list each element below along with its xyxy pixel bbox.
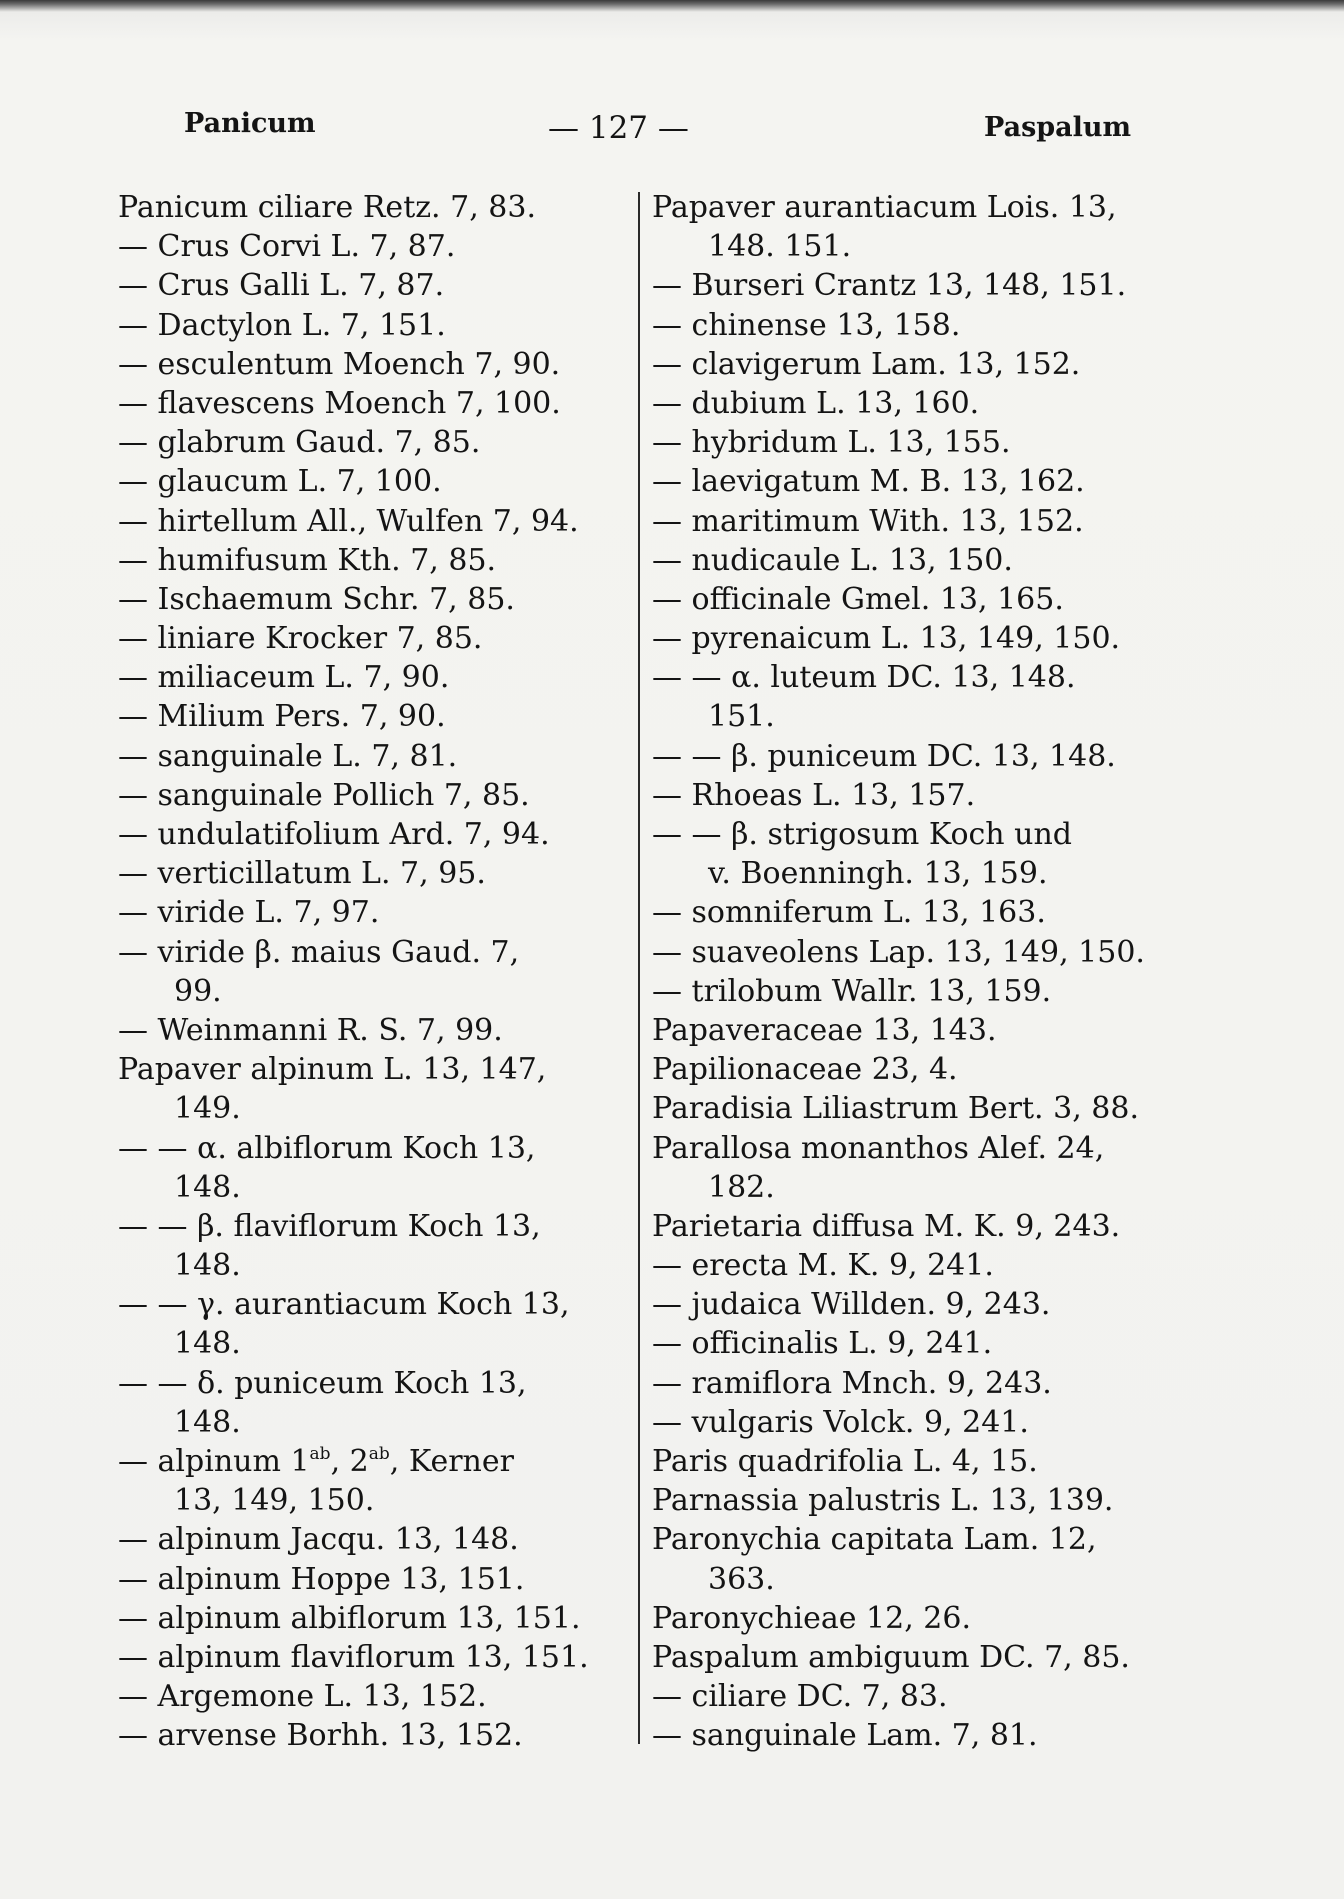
index-line: 151. <box>708 699 775 735</box>
index-line: Panicum ciliare Retz. 7, 83. <box>118 190 536 225</box>
index-line: 13, 149, 150. <box>174 1483 375 1519</box>
index-line: — esculentum Moench 7, 90. <box>118 346 561 382</box>
index-line: — — β. flaviflorum Koch 13, <box>118 1208 541 1244</box>
index-line: — liniare Krocker 7, 85. <box>118 621 483 657</box>
index-line: 149. <box>174 1091 241 1127</box>
index-line: Paspalum ambiguum DC. 7, 85. <box>652 1639 1130 1675</box>
index-line: — nudicaule L. 13, 150. <box>652 542 1013 578</box>
index-line: Paris quadrifolia L. 4, 15. <box>652 1444 1038 1479</box>
index-line: Paradisia Liliastrum Bert. 3, 88. <box>652 1091 1139 1127</box>
index-line: Parallosa monanthos Alef. 24, <box>652 1130 1105 1166</box>
index-line: — hirtellum All., Wulfen 7, 94. <box>118 503 579 539</box>
index-line: — hybridum L. 13, 155. <box>652 425 1011 461</box>
index-line: 148. 151. <box>708 229 852 265</box>
index-line: — clavigerum Lam. 13, 152. <box>652 346 1081 382</box>
index-line: Paronychia capitata Lam. 12, <box>652 1522 1097 1558</box>
index-line: — Crus Galli L. 7, 87. <box>118 268 445 304</box>
index-line: — trilobum Wallr. 13, 159. <box>652 973 1052 1009</box>
index-line: Papilionaceae 23, 4. <box>652 1052 958 1088</box>
index-line: — suaveolens Lap. 13, 149, 150. <box>652 934 1145 970</box>
index-line: 148. <box>174 1404 241 1440</box>
index-line: — — β. puniceum DC. 13, 148. <box>652 738 1116 774</box>
index-line: 182. <box>708 1169 775 1205</box>
index-line: 148. <box>174 1326 241 1362</box>
index-line: Papaver alpinum L. 13, 147, <box>118 1052 547 1088</box>
index-line: — — β. strigosum Koch und <box>652 817 1073 852</box>
index-line: — officinalis L. 9, 241. <box>652 1326 993 1362</box>
index-line: — alpinum flaviflorum 13, 151. <box>118 1639 589 1675</box>
index-line: — Crus Corvi L. 7, 87. <box>118 229 456 265</box>
index-line: — alpinum Jacqu. 13, 148. <box>118 1522 519 1558</box>
index-line-part: — alpinum 1 <box>118 1444 310 1479</box>
index-line: — Argemone L. 13, 152. <box>118 1679 487 1715</box>
index-line: — officinale Gmel. 13, 165. <box>652 581 1064 617</box>
index-column-right <box>652 188 1172 1756</box>
index-line: — alpinum Hoppe 13, 151. <box>118 1561 525 1597</box>
index-line: — ciliare DC. 7, 83. <box>652 1679 948 1715</box>
index-line-part: , 2 <box>330 1444 369 1479</box>
index-line: — chinense 13, 158. <box>652 307 961 343</box>
index-line: Paronychieae 12, 26. <box>652 1600 971 1636</box>
index-line: Papaveraceae 13, 143. <box>652 1012 997 1048</box>
index-line: — viride L. 7, 97. <box>118 895 380 931</box>
index-line: — maritimum With. 13, 152. <box>652 503 1084 539</box>
index-line: — sanguinale Lam. 7, 81. <box>652 1718 1038 1754</box>
index-line: — somniferum L. 13, 163. <box>652 895 1046 931</box>
page-number: — 127 — <box>548 110 689 146</box>
superscript: ab <box>309 1444 331 1464</box>
index-line: — Dactylon L. 7, 151. <box>118 307 446 343</box>
index-line: — verticillatum L. 7, 95. <box>118 856 486 892</box>
index-line: — Weinmanni R. S. 7, 99. <box>118 1012 503 1048</box>
index-line: — pyrenaicum L. 13, 149, 150. <box>652 621 1121 657</box>
index-line: — judaica Willden. 9, 243. <box>652 1287 1051 1323</box>
index-line: — — α. luteum DC. 13, 148. <box>652 660 1076 696</box>
index-line: — laevigatum M. B. 13, 162. <box>652 464 1085 500</box>
index-line: — Ischaemum Schr. 7, 85. <box>118 581 515 617</box>
index-line: — — α. albiflorum Koch 13, <box>118 1130 536 1166</box>
index-line: Parnassia palustris L. 13, 139. <box>652 1483 1114 1519</box>
index-line: 148. <box>174 1248 241 1284</box>
header-left-word: Panicum <box>184 108 316 139</box>
superscript: ab <box>368 1444 390 1464</box>
index-line: — sanguinale Pollich 7, 85. <box>118 777 530 813</box>
index-line: — alpinum albiflorum 13, 151. <box>118 1600 581 1636</box>
index-line: — Burseri Crantz 13, 148, 151. <box>652 268 1127 304</box>
index-line: v. Boenningh. 13, 159. <box>708 856 1048 892</box>
index-line: 148. <box>174 1169 241 1205</box>
index-line: — flavescens Moench 7, 100. <box>118 385 561 421</box>
index-line: — vulgaris Volck. 9, 241. <box>652 1404 1029 1440</box>
index-line: 99. <box>174 973 222 1009</box>
index-line: — — δ. puniceum Koch 13, <box>118 1365 527 1401</box>
index-line: — ramiflora Mnch. 9, 243. <box>652 1365 1052 1401</box>
index-line: — humifusum Kth. 7, 85. <box>118 542 497 578</box>
running-head <box>0 108 1344 148</box>
index-line: Parietaria diffusa M. K. 9, 243. <box>652 1208 1121 1244</box>
index-line: — miliaceum L. 7, 90. <box>118 660 450 696</box>
index-line: — Milium Pers. 7, 90. <box>118 699 446 735</box>
index-line <box>118 1442 630 1481</box>
index-line: — arvense Borhh. 13, 152. <box>118 1718 523 1754</box>
index-column-left <box>118 188 630 1756</box>
index-line: — glabrum Gaud. 7, 85. <box>118 425 481 461</box>
index-line: — dubium L. 13, 160. <box>652 385 980 421</box>
index-line: — — γ. aurantiacum Koch 13, <box>118 1287 570 1323</box>
index-line: — glaucum L. 7, 100. <box>118 464 442 500</box>
index-line-part: , Kerner <box>389 1444 514 1479</box>
header-right-word: Paspalum <box>984 112 1132 143</box>
index-line: — Rhoeas L. 13, 157. <box>652 777 976 813</box>
index-line: Papaver aurantiacum Lois. 13, <box>652 190 1117 225</box>
index-line: — viride β. maius Gaud. 7, <box>118 934 520 970</box>
index-line: — undulatifolium Ard. 7, 94. <box>118 817 550 852</box>
index-line: — erecta M. K. 9, 241. <box>652 1248 994 1284</box>
index-line: — sanguinale L. 7, 81. <box>118 738 458 774</box>
column-divider <box>638 192 640 1744</box>
index-line: 363. <box>708 1561 775 1597</box>
